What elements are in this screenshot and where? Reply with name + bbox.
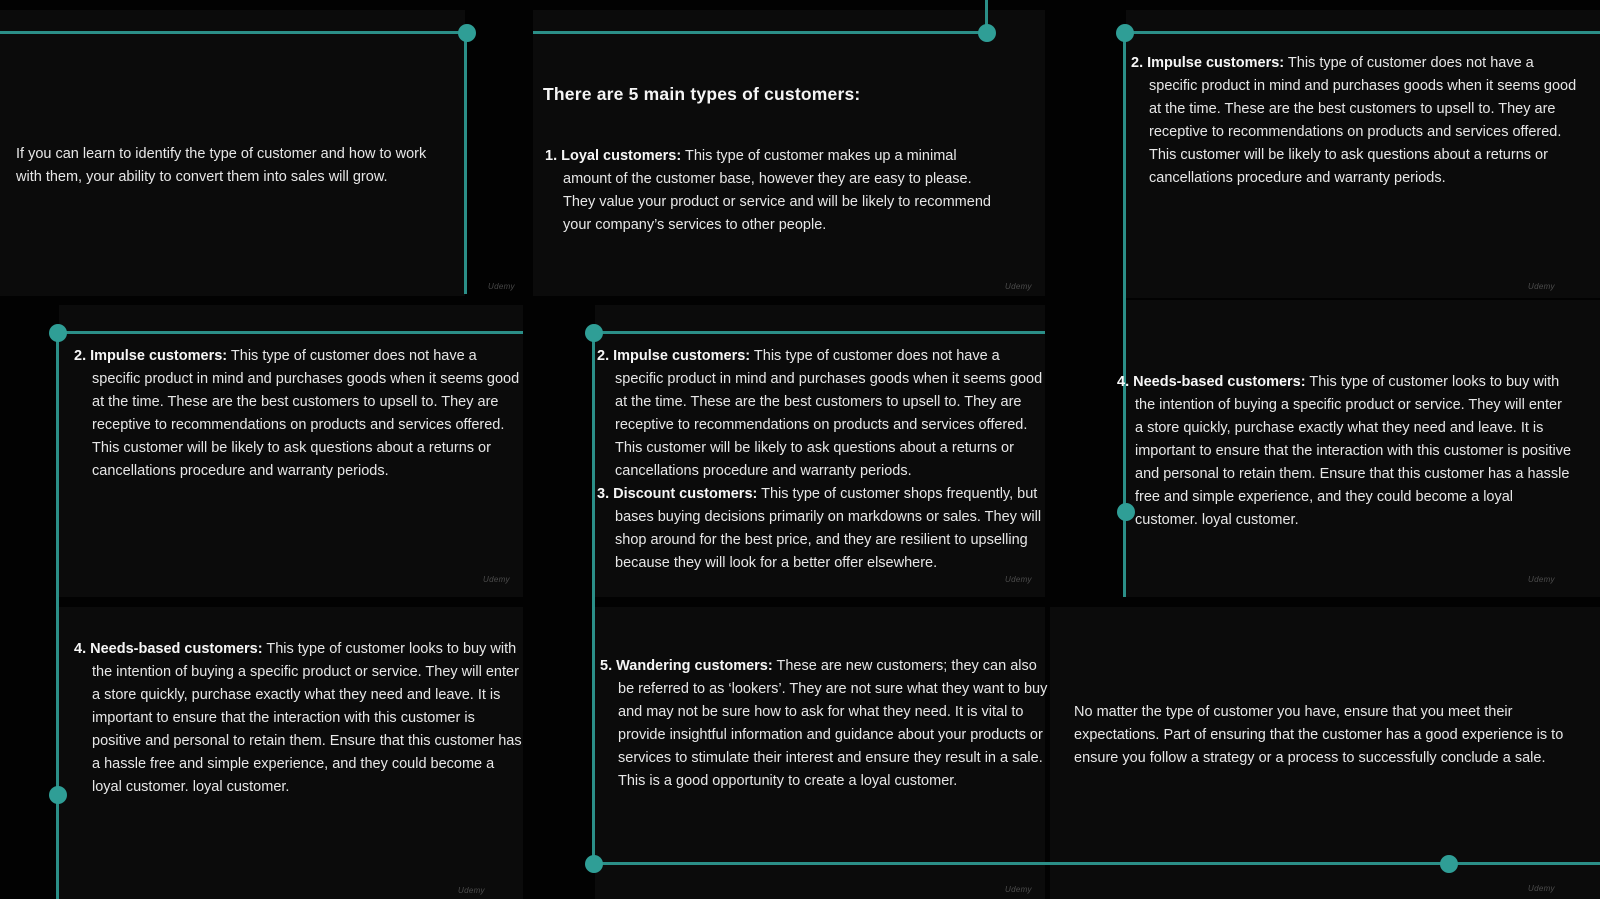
udemy-watermark: Udemy — [1005, 282, 1032, 291]
udemy-watermark: Udemy — [488, 282, 515, 291]
item-body: This type of customer shops frequently, but bases buying decisions primarily on markdowns or sales. They will shop around for the best price, and they are resilient to upselling because they will look for a better offer elsewhere. — [615, 486, 1042, 571]
item-number: 4. — [74, 641, 87, 657]
item-label: Needs-based customers: — [1133, 374, 1306, 390]
item-body: This type of customer does not have a specific product in mind and purchases goods when it seems good at the time. These are the best customers to upsell to. They are receptive to recommendations on products and services offered. This customer will be likely to ask questions about a returns or cancellations procedure and warranty periods. — [1149, 55, 1577, 186]
udemy-watermark: Udemy — [483, 575, 510, 584]
customer-type-list — [545, 145, 1007, 237]
item-number: 2. — [597, 348, 610, 364]
accent-dot-1 — [458, 24, 476, 42]
customer-type-list — [597, 345, 1049, 575]
list-item-needs-based — [74, 638, 526, 799]
list-item-impulse — [1131, 52, 1581, 190]
customer-type-list — [74, 345, 526, 483]
accent-line-top-center — [533, 31, 988, 34]
item-body: This type of customer looks to buy with the intention of buying a specific product or service. They will enter a store quickly, purchase exactly what they need and leave. It is important to ensure that the interaction with this customer is positive and personal to retain them. Ensure that this customer has a hassle free and simple experience, and they could become a loyal customer. loyal customer. — [1135, 374, 1572, 528]
list-item-loyal — [545, 145, 1007, 237]
slide-title: There are 5 main types of customers: — [543, 84, 861, 104]
item-label: Needs-based customers: — [90, 641, 263, 657]
item-body: This type of customer makes up a minimal amount of the customer base, however they are easy to please. They value your product or service and will be likely to recommend your company’s services to other people. — [563, 148, 991, 233]
item-number: 1. — [545, 148, 558, 164]
item-body: This type of customer does not have a specific product in mind and purchases goods when it seems good at the time. These are the best customers to upsell to. They are receptive to recommendations on products and services offered. This customer will be likely to ask questions about a returns or cancellations procedure and warranty periods. — [92, 348, 520, 479]
accent-dot-5 — [585, 324, 603, 342]
item-number: 4. — [1117, 374, 1130, 390]
accent-dot-4 — [49, 324, 67, 342]
item-body: This type of customer looks to buy with the intention of buying a specific product or service. They will enter a store quickly, purchase exactly what they need and leave. It is important to ensure that the interaction with this customer is positive and personal to retain them. Ensure that this customer has a hassle free and simple experience, and they could become a loyal customer. loyal customer. — [92, 641, 522, 795]
customer-type-list — [600, 655, 1048, 793]
accent-line-mid-left — [58, 331, 523, 334]
accent-dot-9 — [1440, 855, 1458, 873]
customer-type-list — [1117, 371, 1573, 532]
item-label: Impulse customers: — [613, 348, 751, 364]
udemy-watermark: Udemy — [458, 886, 485, 895]
item-label: Impulse customers: — [90, 348, 228, 364]
item-label: Loyal customers: — [561, 148, 682, 164]
item-number: 5. — [600, 658, 613, 674]
customer-type-list — [74, 638, 526, 799]
udemy-watermark: Udemy — [1005, 885, 1032, 894]
list-item-impulse — [597, 345, 1049, 483]
list-item-discount — [597, 483, 1049, 575]
item-label: Wandering customers: — [616, 658, 773, 674]
customer-type-list — [1131, 52, 1581, 190]
item-number: 2. — [74, 348, 87, 364]
conclusion-paragraph: No matter the type of customer you have, ensure that you meet their expectations. Part of ensuring that the customer has a good experience is to ensure you follow a strategy or a process to successfully conclude a sale. — [1074, 704, 1564, 766]
accent-dot-8 — [585, 855, 603, 873]
accent-dot-3 — [1116, 24, 1134, 42]
list-item-impulse — [74, 345, 526, 483]
item-number: 3. — [597, 486, 610, 502]
accent-dot-2 — [978, 24, 996, 42]
item-body: This type of customer does not have a specific product in mind and purchases goods when it seems good at the time. These are the best customers to upsell to. They are receptive to recommendations on products and services offered. This customer will be likely to ask questions about a returns or cancellations procedure and warranty periods. — [615, 348, 1043, 479]
accent-line-top-right — [1125, 31, 1600, 34]
item-label: Discount customers: — [613, 486, 758, 502]
accent-dot-7 — [49, 786, 67, 804]
udemy-watermark: Udemy — [1528, 884, 1555, 893]
list-item-needs-based — [1117, 371, 1573, 532]
accent-line-vertical-center-col — [592, 332, 595, 863]
accent-line-mid-center — [594, 331, 1045, 334]
udemy-watermark: Udemy — [1528, 575, 1555, 584]
accent-line-top-left — [0, 31, 467, 34]
item-label: Impulse customers: — [1147, 55, 1285, 71]
accent-line-vertical-1 — [464, 32, 467, 294]
udemy-watermark: Udemy — [1528, 282, 1555, 291]
accent-line-vertical-left-col — [56, 332, 59, 899]
intro-paragraph: If you can learn to identify the type of customer and how to work with them, your ability to convert them into sales will grow. — [16, 146, 427, 185]
list-item-wandering — [600, 655, 1048, 793]
item-body: These are new customers; they can also be referred to as ‘lookers’. They are not sure what they want to buy and may not be sure how to ask for what they need. It is vital to provide insightful information and guidance about your products or services to stimulate their interest and ensure they result in a sale. This is a good opportunity to create a loyal customer. — [618, 658, 1048, 789]
udemy-watermark: Udemy — [1005, 575, 1032, 584]
item-number: 2. — [1131, 55, 1144, 71]
